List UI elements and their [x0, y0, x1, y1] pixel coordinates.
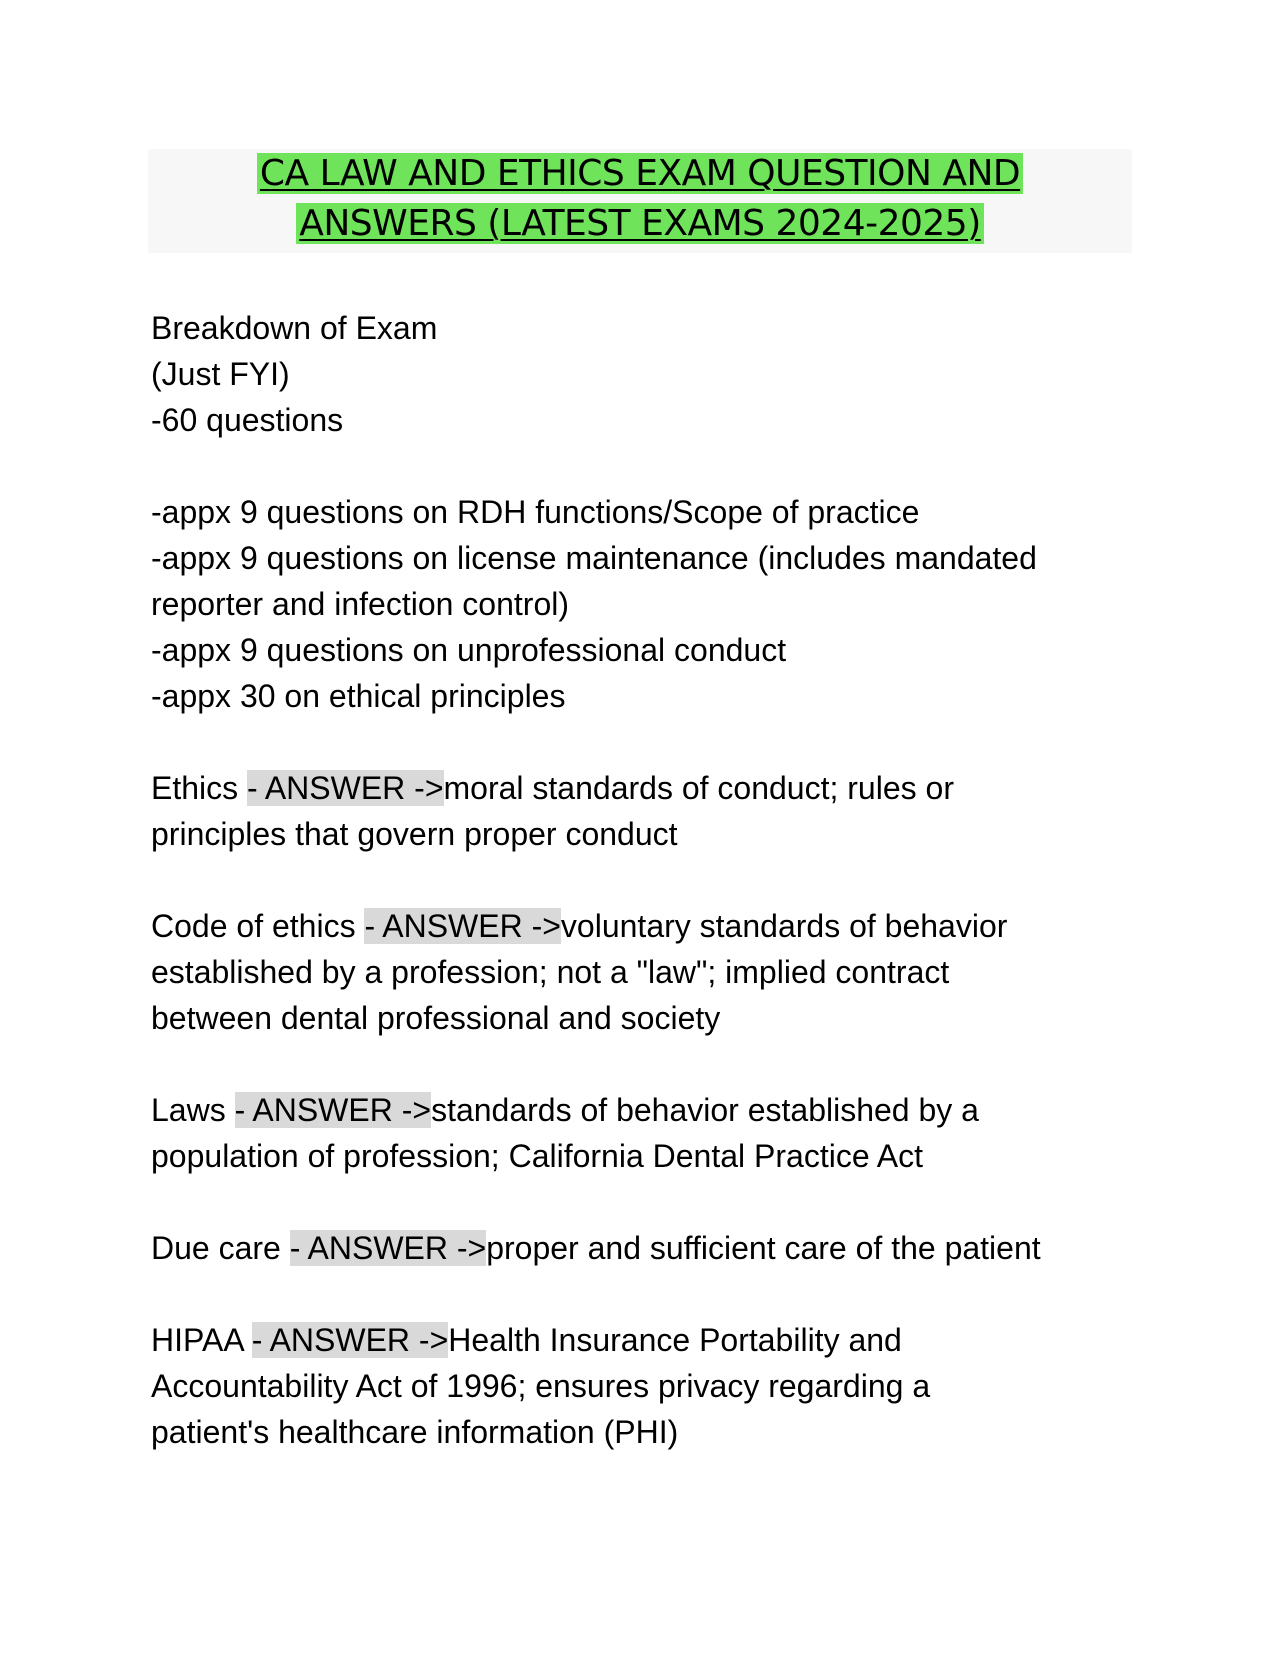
title-block: [148, 149, 1132, 253]
paragraph-gap: [151, 719, 1151, 765]
paragraph-gap: [151, 1179, 1151, 1225]
qa-answer: proper and sufficient care of the patient: [486, 1230, 1041, 1266]
paragraph-gap: [151, 1271, 1151, 1317]
qa-answer-continuation: population of profession; California Dental Practice Act: [151, 1138, 923, 1174]
paragraph-gap: [151, 443, 1151, 489]
qa-code-of-ethics: [151, 903, 1151, 949]
topic-line: -appx 9 questions on unprofessional conduct: [151, 632, 787, 668]
qa-answer: Health Insurance Portability and: [448, 1322, 902, 1358]
qa-term: Code of ethics: [151, 908, 365, 944]
qa-term: Laws: [151, 1092, 235, 1128]
qa-hipaa: [151, 1317, 1151, 1363]
answer-marker: - ANSWER ->: [251, 1322, 449, 1358]
paragraph-gap: [151, 1041, 1151, 1087]
qa-answer-continuation: principles that govern proper conduct: [151, 816, 678, 852]
topic-line: -appx 9 questions on RDH functions/Scope of practice: [151, 494, 920, 530]
answer-marker: - ANSWER ->: [289, 1230, 487, 1266]
topic-line: -appx 30 on ethical principles: [151, 678, 566, 714]
qa-answer-continuation: established by a profession; not a "law"; implied contract: [151, 954, 950, 990]
paragraph-gap: [151, 857, 1151, 903]
topic-line: -appx 9 questions on license maintenance (includes mandated: [151, 540, 1037, 576]
document-title-line-2: [148, 199, 1132, 249]
qa-answer: voluntary standards of behavior: [560, 908, 1008, 944]
breakdown-question-count: -60 questions: [151, 402, 344, 438]
breakdown-heading: Breakdown of Exam: [151, 310, 438, 346]
qa-term: Ethics: [151, 770, 248, 806]
qa-term: Due care: [151, 1230, 290, 1266]
topic-line: reporter and infection control): [151, 586, 569, 622]
document-body: [151, 305, 1151, 1455]
qa-answer-continuation: patient's healthcare information (PHI): [151, 1414, 679, 1450]
qa-laws: [151, 1087, 1151, 1133]
qa-answer: moral standards of conduct; rules or: [443, 770, 954, 806]
document-title-line-1: [148, 149, 1132, 199]
qa-due-care: [151, 1225, 1151, 1271]
answer-marker: - ANSWER ->: [247, 770, 444, 806]
answer-marker: - ANSWER ->: [234, 1092, 432, 1128]
breakdown-note: (Just FYI): [151, 356, 290, 392]
answer-marker: - ANSWER ->: [364, 908, 561, 944]
qa-term: HIPAA: [151, 1322, 252, 1358]
qa-answer-continuation: between dental professional and society: [151, 1000, 721, 1036]
title-highlight-2: ANSWERS (LATEST EXAMS 2024-2025): [296, 203, 984, 244]
qa-ethics: [151, 765, 1151, 811]
qa-answer: standards of behavior established by a: [431, 1092, 979, 1128]
title-highlight-1: CA LAW AND ETHICS EXAM QUESTION AND: [257, 153, 1023, 194]
qa-answer-continuation: Accountability Act of 1996; ensures privacy regarding a: [151, 1368, 931, 1404]
